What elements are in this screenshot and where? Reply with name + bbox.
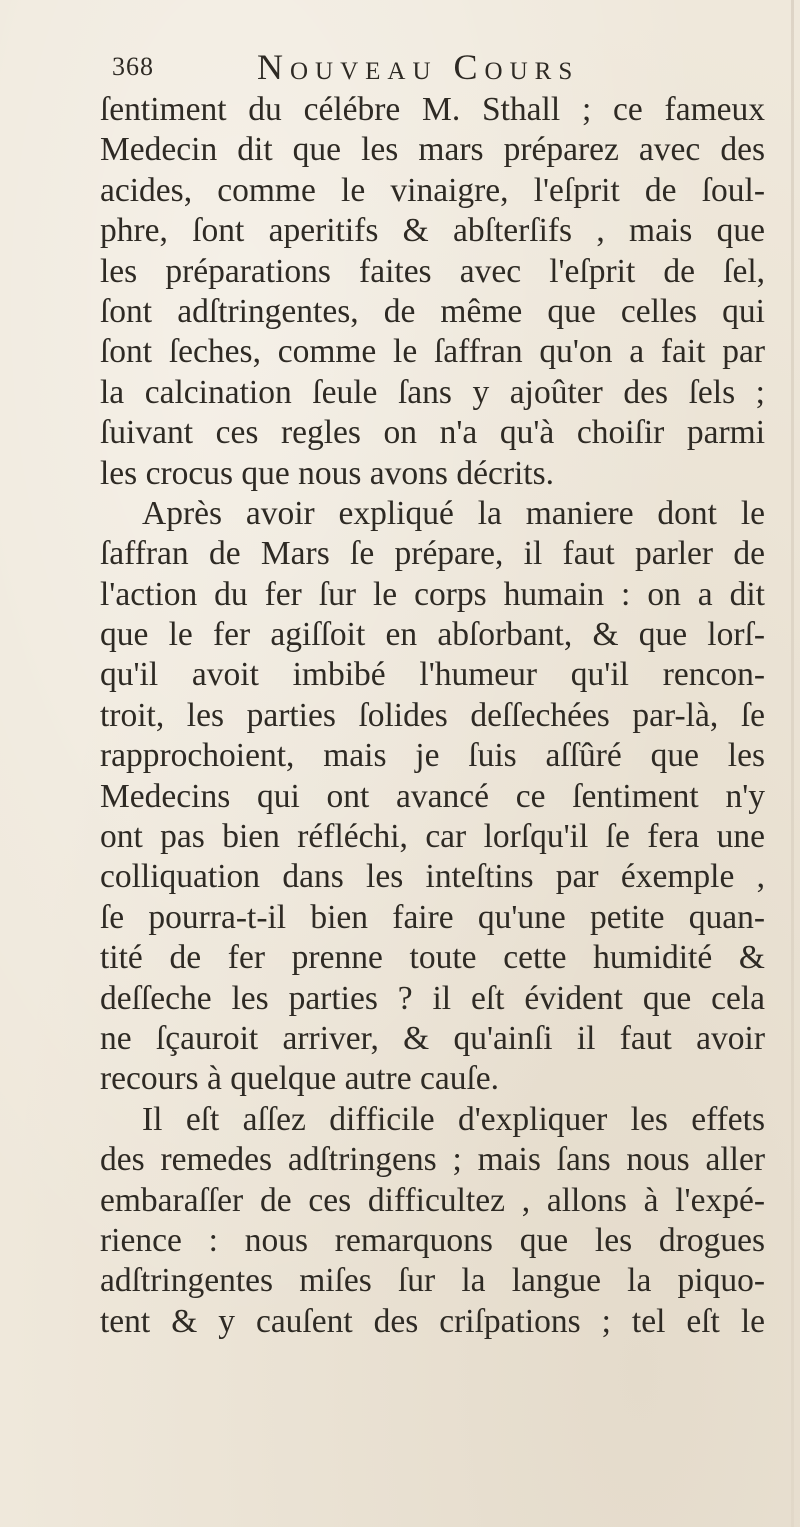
text-line: troit, les parties ſolides deſſechées par-là, ſe [100, 696, 765, 734]
text-line: Après avoir expliqué la maniere dont le [142, 494, 765, 532]
page-header [112, 46, 752, 86]
text-line: Il eſt aſſez difficile d'expliquer les effets [142, 1100, 765, 1138]
text-line: les préparations faites avec l'eſprit de ſel, [100, 252, 765, 290]
text-line: tité de fer prenne toute cette humidité & [100, 939, 765, 977]
text-line: Medecin dit que les mars préparez avec des [100, 131, 765, 169]
text-line: qu'il avoit imbibé l'humeur qu'il rencon- [100, 656, 765, 694]
text-line: phre, ſont aperitifs & abſterſifs , mais que [100, 212, 765, 250]
text-line: ſentiment du célébre M. Sthall ; ce fameux [100, 91, 765, 128]
text-line: Medecins qui ont avancé ce ſentiment n'y [100, 777, 765, 815]
text-line: ſont ſeches, comme le ſaffran qu'on a fait par [100, 333, 765, 371]
text-line: ſe pourra-t-il bien faire qu'une petite quan- [100, 898, 765, 936]
text-line: deſſeche les parties ? il eſt évident que cela [100, 979, 765, 1017]
body-text [100, 90, 765, 1342]
text-line: ſont adſtringentes, de même que celles qui [100, 292, 765, 330]
text-line: adſtringentes miſes ſur la langue la piquo- [100, 1262, 765, 1300]
text-line: ne ſçauroit arriver, & qu'ainſi il faut avoir [100, 1019, 765, 1057]
text-line: acides, comme le vinaigre, l'eſprit de ſoul- [100, 171, 765, 209]
text-line: colliquation dans les inteſtins par éxemple , [100, 858, 765, 896]
text-line: des remedes adſtringens ; mais ſans nous aller [100, 1141, 765, 1179]
text-line: tent & y cauſent des criſpations ; tel eſt le [100, 1302, 765, 1340]
text-line: rapprochoient, mais je ſuis aſſûré que les [100, 737, 765, 775]
text-line: recours à quelque autre cauſe. [100, 1060, 499, 1098]
text-line: que le fer agiſſoit en abſorbant, & que lorſ- [100, 616, 765, 654]
text-line: les crocus que nous avons décrits. [100, 454, 555, 492]
text-line: rience : nous remarquons que les drogues [100, 1221, 765, 1259]
text-line: la calcination ſeule ſans y ajoûter des ſels ; [100, 373, 765, 411]
page-number: 368 [112, 52, 154, 81]
running-head: Nouveau Cours [257, 47, 580, 87]
text-line: ont pas bien réfléchi, car lorſqu'il ſe fera une [100, 818, 765, 856]
page-edge-shadow [791, 0, 794, 1527]
text-line: embaraſſer de ces difficultez , allons à l'expé- [100, 1181, 765, 1219]
text-line: ſuivant ces regles on n'a qu'à choiſir parmi [100, 414, 765, 452]
text-line: ſaffran de Mars ſe prépare, il faut parler de [100, 535, 765, 573]
text-line: l'action du fer ſur le corps humain : on a dit [100, 575, 765, 613]
